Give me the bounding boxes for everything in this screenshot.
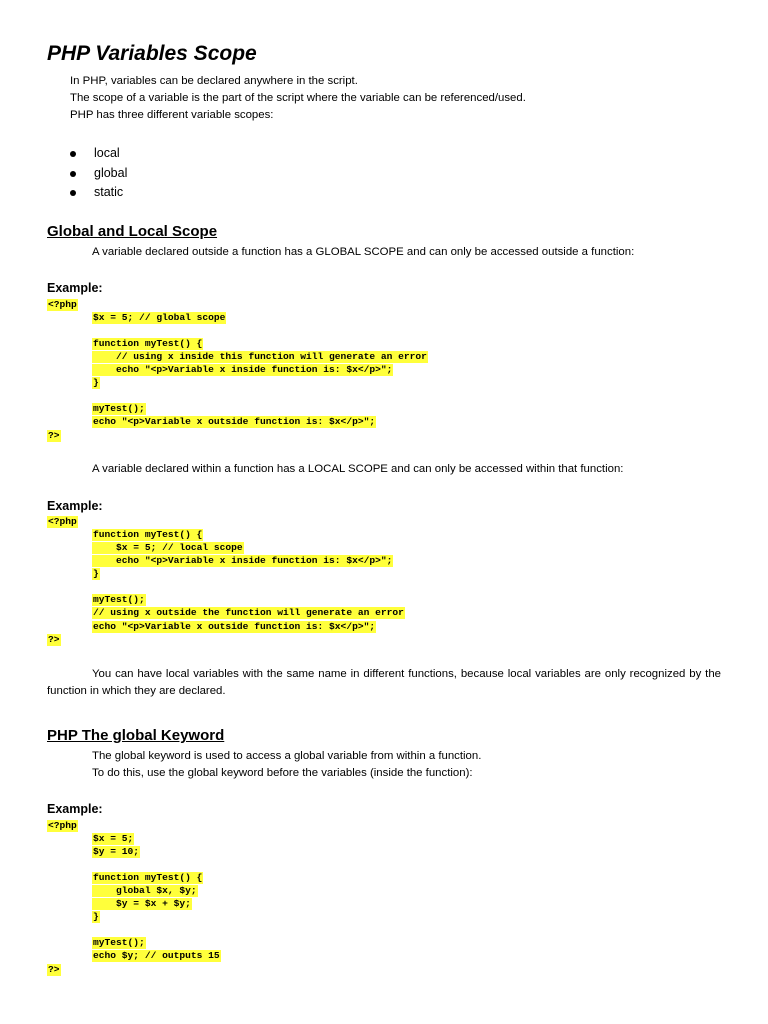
intro-line: The scope of a variable is the part of the script where the variable can be referenced/used. bbox=[70, 92, 526, 104]
code-line: $x = 5; // global scope bbox=[93, 312, 226, 323]
code-line: } bbox=[93, 377, 99, 388]
code-line: // using x inside this function will generate an error bbox=[92, 351, 428, 363]
code-line: $y = $x + $y; bbox=[92, 898, 192, 910]
section-heading-global-keyword: PHP The global Keyword bbox=[47, 727, 225, 744]
paragraph: To do this, use the global keyword before the variables (inside the function): bbox=[92, 767, 473, 779]
code-line: function myTest() { bbox=[93, 872, 203, 883]
code-line: myTest(); bbox=[93, 937, 145, 948]
scope-list bbox=[70, 144, 127, 203]
paragraph: The global keyword is used to access a global variable from within a function. bbox=[92, 750, 482, 762]
code-line: echo "<p>Variable x outside function is: $x</p>"; bbox=[93, 416, 376, 427]
code-line: echo $y; // outputs 15 bbox=[93, 950, 220, 961]
bullet-icon bbox=[70, 190, 76, 196]
code-line: ?> bbox=[48, 430, 60, 441]
code-line: <?php bbox=[48, 516, 77, 527]
list-item: global bbox=[70, 164, 127, 184]
code-line: <?php bbox=[48, 820, 77, 831]
code-line: echo "<p>Variable x inside function is: $x</p>"; bbox=[92, 555, 393, 567]
paragraph: A variable declared outside a function has a GLOBAL SCOPE and can only be accessed outside a function: bbox=[92, 246, 635, 258]
code-line: } bbox=[93, 568, 99, 579]
paragraph: You can have local variables with the same name in different functions, because local variables are only recognized by the function in which they are declared. bbox=[47, 668, 721, 697]
code-line: function myTest() { bbox=[93, 529, 203, 540]
code-line: // using x outside the function will generate an error bbox=[93, 607, 404, 618]
page-title: PHP Variables Scope bbox=[47, 42, 257, 65]
code-line: $x = 5; // local scope bbox=[92, 542, 244, 554]
list-item: static bbox=[70, 183, 127, 203]
example-label: Example: bbox=[47, 499, 103, 513]
code-line: } bbox=[93, 911, 99, 922]
code-line: ?> bbox=[48, 964, 60, 975]
example-label: Example: bbox=[47, 281, 103, 295]
list-item: local bbox=[70, 144, 127, 164]
code-line: echo "<p>Variable x inside function is: $x</p>"; bbox=[92, 364, 393, 376]
code-line: <?php bbox=[48, 299, 77, 310]
intro-line: In PHP, variables can be declared anywhere in the script. bbox=[70, 75, 358, 87]
code-line: myTest(); bbox=[93, 403, 145, 414]
code-line: myTest(); bbox=[93, 594, 145, 605]
paragraph: A variable declared within a function has a LOCAL SCOPE and can only be accessed within that function: bbox=[92, 463, 624, 475]
code-line: global $x, $y; bbox=[92, 885, 198, 897]
code-line: $y = 10; bbox=[93, 846, 140, 857]
intro-line: PHP has three different variable scopes: bbox=[70, 109, 274, 121]
code-line: function myTest() { bbox=[93, 338, 203, 349]
code-line: ?> bbox=[48, 634, 60, 645]
code-line: $x = 5; bbox=[93, 833, 134, 844]
example-label: Example: bbox=[47, 802, 103, 816]
code-line: echo "<p>Variable x outside function is: $x</p>"; bbox=[93, 621, 376, 632]
bullet-icon bbox=[70, 151, 76, 157]
section-heading-global-local: Global and Local Scope bbox=[47, 223, 218, 240]
bullet-icon bbox=[70, 171, 76, 177]
